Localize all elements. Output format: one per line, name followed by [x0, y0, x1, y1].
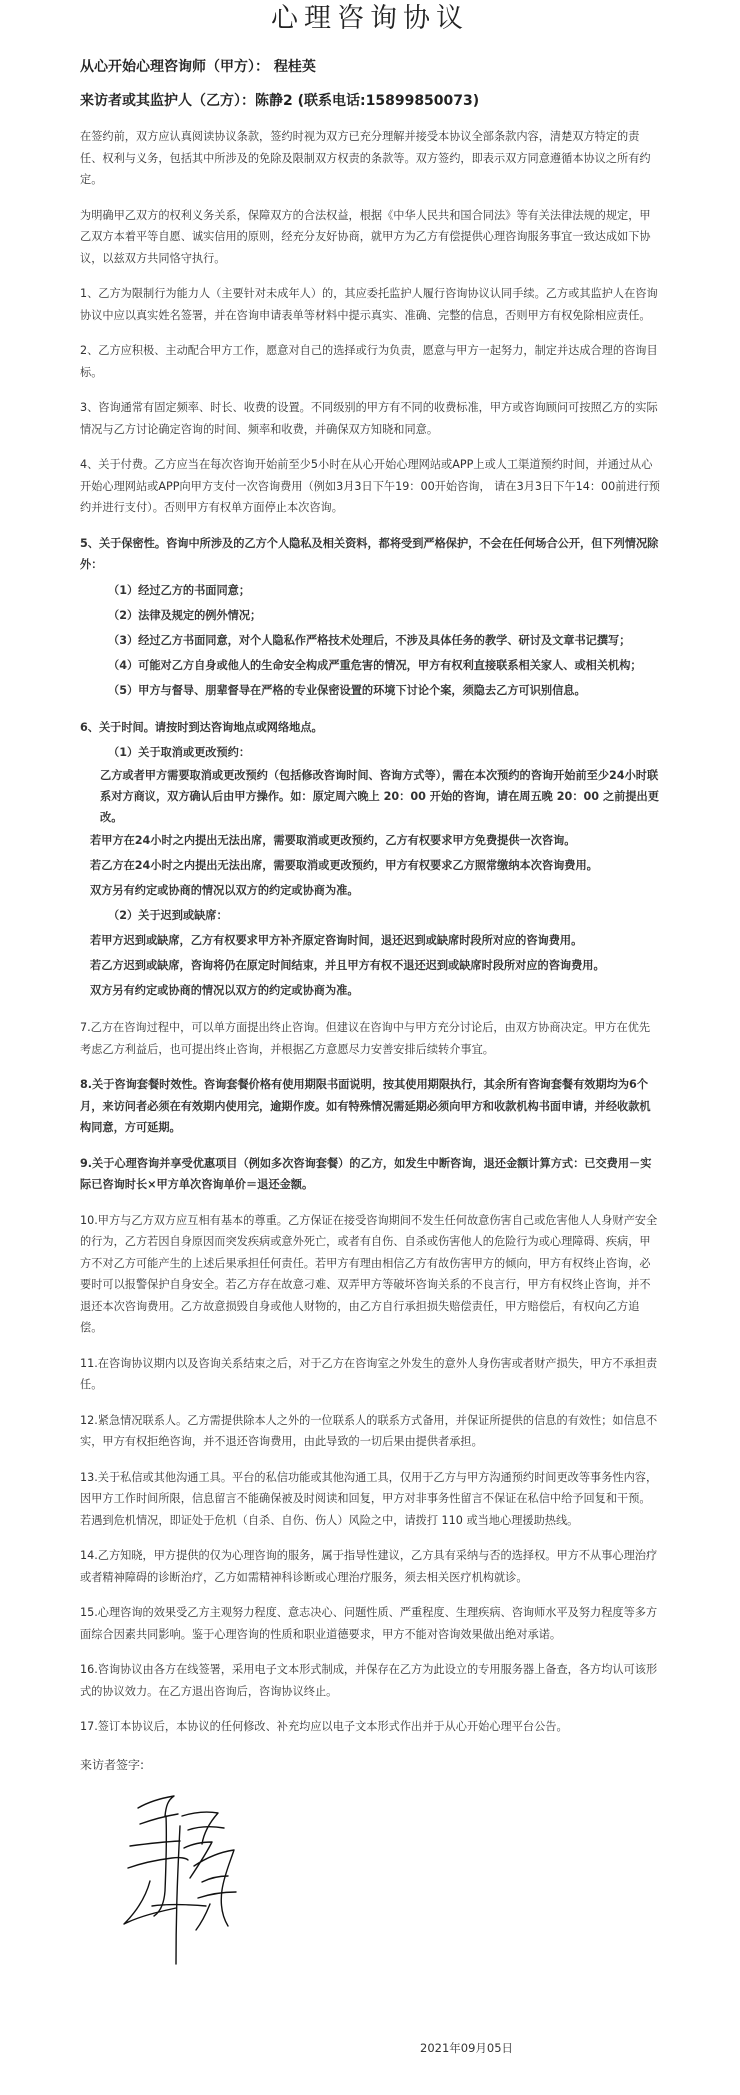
list-item: （5）甲方与督导、朋辈督导在严格的专业保密设置的环境下讨论个案，须隐去乙方可识别信息。	[108, 683, 586, 697]
party-a: 从心开始心理咨询师（甲方）： 程桂英	[80, 59, 316, 75]
clause-6-sub1-line: 双方另有约定或协商的情况以双方的约定或协商为准。	[90, 884, 359, 897]
party-b: 来访者或其监护人（乙方）：陈静2 (联系电话:15899850073)	[80, 93, 480, 109]
clause-5-items	[80, 578, 660, 703]
clause-6-sub2-line: 若甲方迟到或缺席，乙方有权要求甲方补齐原定咨询时间，退还迟到或缺席时段所对应的咨询费用。	[90, 934, 583, 947]
clause-7: 7.乙方在咨询过程中，可以单方面提出终止咨询。但建议在咨询中与甲方充分讨论后，由双方协商决定。甲方在优先考虑乙方利益后，也可提出终止咨询，并根据乙方意愿尽力安善安排后续转介事宜。	[80, 1021, 651, 1056]
intro-paragraph: 在签约前，双方应认真阅读协议条款，签约时视为双方已充分理解并接受本协议全部条款内容，清楚双方特定的责任、权利与义务，包括其中所涉及的免除及限制双方权责的条款等。双方签约，即表示双方同意遵循本协议之所有约定。	[80, 130, 651, 186]
clause-10: 10.甲方与乙方双方应互相有基本的尊重。乙方保证在接受咨询期间不发生任何故意伤害自己或危害他人人身财产安全的行为，乙方若因自身原因而突发疾病或意外死亡，或者有自伤、自杀或伤害他人的危险行为或心理障碍、疾病，甲方不对乙方可能产生的上述后果承担任何责任。若甲方有理由相信乙方有故伤害甲方的倾向，甲方有权终止咨询，必要时可以报警保护自身安全。若乙方存在故意刁难、双弄甲方等破坏咨询关系的不良言行，甲方有权终止咨询，并不退还本次咨询费用。乙方故意损毁自身或他人财物的，由乙方自行承担损失赔偿责任，甲方赔偿后，有权向乙方追偿。	[80, 1213, 658, 1334]
clause-6-sub2: （2）关于迟到或缺席：	[108, 909, 228, 922]
signature-area	[80, 1756, 660, 1996]
clause-3: 3、咨询通常有固定频率、时长、收费的设置。不同级别的甲方有不同的收费标准，甲方或咨询顾问可按照乙方的实际情况与乙方讨论确定咨询的时间、频率和收费，并确保双方知晓和同意。	[80, 401, 658, 436]
clause-6-sub1: （1）关于取消或更改预约：	[108, 746, 251, 759]
handwritten-signature-icon	[110, 1786, 260, 1976]
intro-paragraph: 为明确甲乙双方的权利义务关系，保障双方的合法权益，根据《中华人民共和国合同法》等有关法律法规的规定，甲乙双方本着平等自愿、诚实信用的原则，经充分友好协商，就甲方为乙方有偿提供心理咨询服务事宜一致达成如下协议，以兹双方共同恪守执行。	[80, 208, 651, 265]
clause-6-body	[80, 740, 660, 1003]
clause-14: 14.乙方知晓，甲方提供的仅为心理咨询的服务，属于指导性建议，乙方具有采纳与否的选择权。甲方不从事心理治疗或者精神障碍的诊断治疗，乙方如需精神科诊断或心理治疗服务，须去相关医疗机构就诊。	[80, 1549, 658, 1584]
clause-6-sub2-line: 若乙方迟到或缺席，咨询将仍在原定时间结束，并且甲方有权不退还迟到或缺席时段所对应的咨询费用。	[90, 959, 605, 972]
clause-6-sub1-text: 乙方或者甲方需要取消或更改预约（包括修改咨询时间、咨询方式等），需在本次预约的咨询开始前至少24小时联系对方商议，双方确认后由甲方操作。如：原定周六晚上 20：00 开始的咨询，请在周五晚 20：00 之前提出更改。	[100, 769, 659, 824]
clause-5-head: 5、关于保密性。咨询中所涉及的乙方个人隐私及相关资料，都将受到严格保护，不会在任何场合公开，但下列情况除外：	[80, 536, 659, 571]
clause-12: 12.紧急情况联系人。乙方需提供除本人之外的一位联系人的联系方式备用，并保证所提供的信息的有效性；如信息不实，甲方有权拒绝咨询，并不退还咨询费用，由此导致的一切后果由提供者承担。	[80, 1413, 658, 1448]
list-item: （4）可能对乙方自身或他人的生命安全构成严重危害的情况，甲方有权利直接联系相关家人、或相关机构；	[108, 658, 642, 672]
list-item: （2）法律及规定的例外情况；	[108, 608, 262, 622]
signature-label: 来访者签字:	[80, 1757, 145, 1772]
clause-8: 8.关于咨询套餐时效性。咨询套餐价格有使用期限书面说明，按其使用期限执行，其余所有咨询套餐有效期均为6个月，来访问者必须在有效期内使用完，逾期作废。如有特殊情况需延期必须向甲方和收款机构书面申请，并经收款机构同意，方可延期。	[80, 1078, 651, 1134]
list-item: （1）经过乙方的书面同意；	[108, 583, 251, 597]
clause-1: 1、乙方为限制行为能力人（主要针对未成年人）的，其应委托监护人履行咨询协议认同手续。乙方或其监护人在咨询协议中应以真实姓名签署，并在咨询申请表单等材料中提示真实、准确、完整的信息，否则甲方有权免除相应责任。	[80, 287, 658, 322]
clause-17: 17.签订本协议后，本协议的任何修改、补充均应以电子文本形式作出并于从心开始心理平台公告。	[80, 1720, 568, 1733]
clause-13: 13.关于私信或其他沟通工具。平台的私信功能或其他沟通工具，仅用于乙方与甲方沟通预约时间更改等事务性内容，因甲方工作时间所限，信息留言不能确保被及时阅读和回复，甲方对非事务性留言不保证在私信中给予回复和干预。若遇到危机情况，即证处于危机（自杀、自伤、伤人）风险之中，请拨打 110 或当地心理援助热线。	[80, 1470, 658, 1527]
signing-date: 2021年09月05日	[420, 2041, 514, 2055]
clause-4: 4、关于付费。乙方应当在每次咨询开始前至少5小时在从心开始心理网站或APP上或人工渠道预约时间，并通过从心开始心理网站或APP向甲方支付一次咨询费用（例如3月3日下午19：00开始咨询， 请在3月3日下午14：00前进行预约并进行支付）。否则甲方有权单方面停止本次咨询。	[80, 458, 660, 514]
document-title: 心理咨询协议	[271, 3, 469, 34]
clause-6-head: 6、关于时间。请按时到达咨询地点或网络地点。	[80, 720, 323, 734]
clause-6-sub1-line: 若甲方在24小时之内提出无法出席，需要取消或更改预约，乙方有权要求甲方免费提供一次咨询。	[90, 834, 576, 847]
clause-2: 2、乙方应积极、主动配合甲方工作，愿意对自己的选择或行为负责，愿意与甲方一起努力，制定并达成合理的咨询目标。	[80, 344, 658, 379]
clause-16: 16.咨询协议由各方在线签署，采用电子文本形式制成，并保存在乙方为此设立的专用服务器上备查，各方均认可该形式的协议效力。在乙方退出咨询后，咨询协议终止。	[80, 1663, 658, 1698]
clause-11: 11.在咨询协议期内以及咨询关系结束之后，对于乙方在咨询室之外发生的意外人身伤害或者财产损失，甲方不承担责任。	[80, 1356, 658, 1391]
clause-6-sub2-line: 双方另有约定或协商的情况以双方的约定或协商为准。	[90, 984, 359, 997]
clause-9: 9.关于心理咨询并享受优惠项目（例如多次咨询套餐）的乙方，如发生中断咨询，退还金额计算方式：已交费用－实际已咨询时长×甲方单次咨询单价＝退还金额。	[80, 1156, 652, 1191]
clause-15: 15.心理咨询的效果受乙方主观努力程度、意志决心、问题性质、严重程度、生理疾病、咨询师水平及努力程度等多方面综合因素共同影响。鉴于心理咨询的性质和职业道德要求，甲方不能对咨询效果做出绝对承诺。	[80, 1606, 658, 1641]
list-item: （3）经过乙方书面同意，对个人隐私作严格技术处理后，不涉及具体任务的教学、研讨及文章书记撰写；	[108, 633, 631, 647]
clause-6-sub1-line: 若乙方在24小时之内提出无法出席，需要取消或更改预约，甲方有权要求乙方照常缴纳本次咨询费用。	[90, 859, 598, 872]
